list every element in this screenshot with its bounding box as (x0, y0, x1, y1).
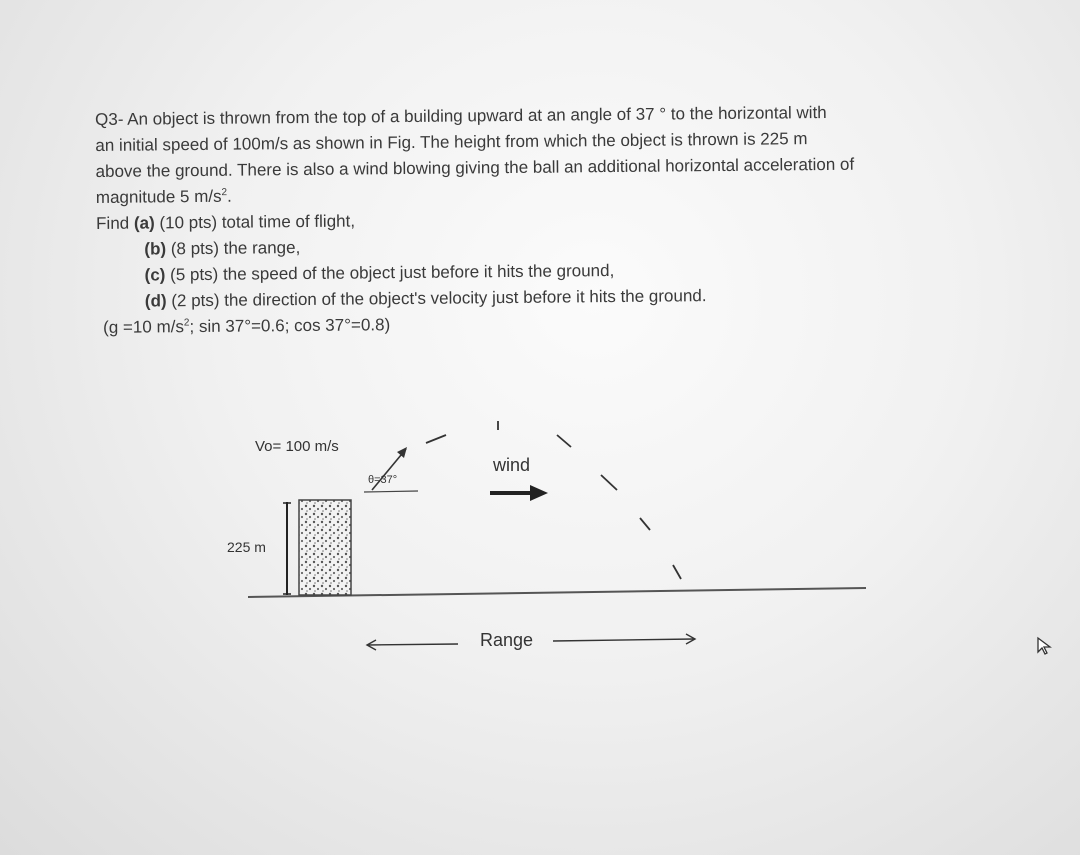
part-c-label: (c) (144, 265, 166, 285)
part-d-label: (d) (144, 291, 167, 311)
question-line-1: Q3- An object is thrown from the top of a building upward at an angle of 37 ° to the horizontal with (95, 102, 827, 129)
velocity-label: Vo= 100 m/s (255, 438, 339, 455)
given-superscript: 2 (183, 317, 190, 329)
question-line-3: above the ground. There is also a wind blowing giving the ball an additional horizontal acceleration of (95, 154, 855, 181)
range-arrow-left (368, 644, 458, 645)
wind-arrowhead (530, 485, 548, 501)
building (299, 500, 351, 595)
part-b-text: (8 pts) the range, (165, 238, 301, 259)
angle-label: θ=37° (368, 474, 398, 486)
question-line-2: an initial speed of 100m/s as shown in Fig. The height from which the object is thrown is 225 m (95, 129, 808, 155)
question-line-4: magnitude 5 $m/s^2$. (95, 186, 232, 207)
given-g: (g =10 m/s (103, 317, 185, 337)
wind-label: wind (493, 455, 531, 475)
velocity-arrowhead (397, 447, 407, 458)
range-arrow-right (553, 639, 694, 641)
part-d-text: (2 pts) the direction of the object's velocity just before it hits the ground. (166, 286, 707, 311)
mouse-pointer-icon (1036, 636, 1056, 656)
part-c-text: (5 pts) the speed of the object just before it hits the ground, (165, 261, 615, 285)
question-line-4-text: magnitude 5 m/s (95, 186, 222, 207)
part-a-text: (10 pts) total time of flight, (154, 211, 356, 233)
given-trig: ; sin 37°=0.6; cos 37°=0.8) (189, 315, 391, 337)
height-label: 225 m (227, 539, 266, 555)
horizontal-reference (364, 491, 418, 492)
find-intro: Find (96, 213, 135, 233)
range-label: Range (480, 630, 534, 650)
trajectory (426, 421, 681, 579)
part-a-label: (a) (133, 213, 155, 233)
unit-superscript: 2 (221, 187, 228, 199)
part-b-label: (b) (144, 239, 167, 259)
